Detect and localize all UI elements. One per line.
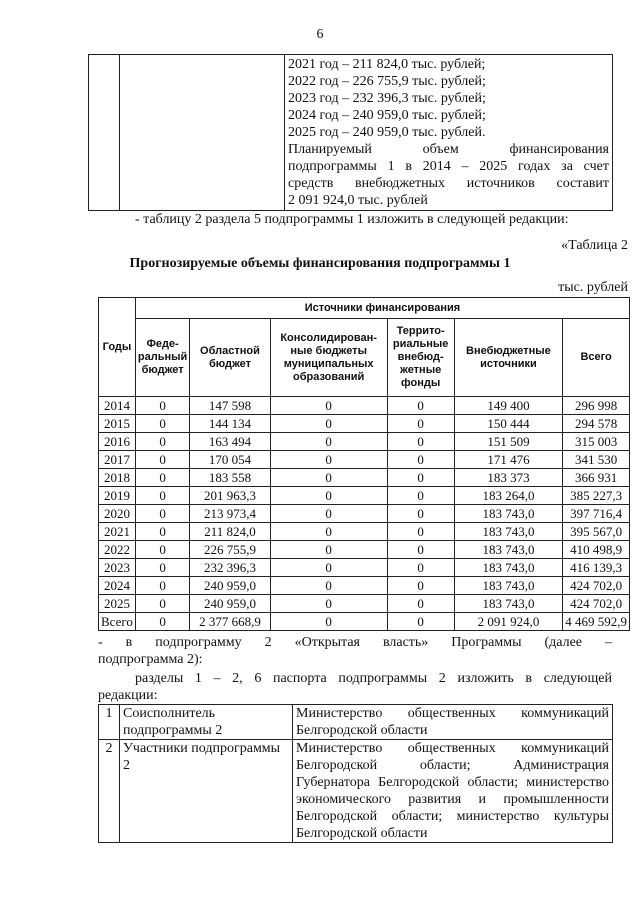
cell-territorial: 0 xyxy=(387,559,454,577)
cell-regional: 163 494 xyxy=(190,433,270,451)
instruction-text: - в подпрограмму 2 «Открытая власть» Программы (далее – xyxy=(98,635,612,650)
page-number: 6 xyxy=(316,27,324,42)
year-line: 2023 год – 232 396,3 тыс. рублей; xyxy=(288,91,486,106)
cell-federal: 0 xyxy=(135,505,189,523)
cell-municipal: 0 xyxy=(270,505,387,523)
cell-year: 2019 xyxy=(99,487,136,505)
cell-extrabudget: 2 091 924,0 xyxy=(454,613,563,631)
cell-total: 385 227,3 xyxy=(563,487,630,505)
cell-federal: 0 xyxy=(135,523,189,541)
cell-year: 2015 xyxy=(99,415,136,433)
cell-regional: 144 134 xyxy=(190,415,270,433)
table-row xyxy=(99,705,613,740)
funding-continuation-table xyxy=(88,54,613,211)
cell-territorial: 0 xyxy=(387,613,454,631)
row-number: 2 xyxy=(99,740,120,843)
cell-municipal: 0 xyxy=(270,595,387,613)
cell-year: 2016 xyxy=(99,433,136,451)
table-title: Прогнозируемые объемы финансирования подпрограммы 1 xyxy=(129,256,511,271)
units-label: тыс. рублей xyxy=(558,280,628,295)
instruction-text: редакции: xyxy=(98,688,158,703)
instruction-text: разделы 1 – 2, 6 паспорта подпрограммы 2 изложить в следующей xyxy=(135,671,612,686)
empty-cell xyxy=(89,55,120,211)
value-line: Белгородской области xyxy=(296,723,428,738)
cell-year: 2018 xyxy=(99,469,136,487)
row-label: Участники подпрограммы 2 xyxy=(120,740,293,843)
cell-regional: 170 054 xyxy=(190,451,270,469)
cell-extrabudget: 183 743,0 xyxy=(454,523,563,541)
cell-year: 2020 xyxy=(99,505,136,523)
cell-territorial: 0 xyxy=(387,595,454,613)
header-regional: Областной бюджет xyxy=(190,319,270,397)
cell-territorial: 0 xyxy=(387,397,454,415)
header-total: Всего xyxy=(563,319,630,397)
paragraph-line: подпрограммы 1 в 2014 – 2025 годах за счет xyxy=(288,159,609,174)
cell-extrabudget: 183 743,0 xyxy=(454,595,563,613)
table-row xyxy=(99,505,630,523)
cell-year: 2022 xyxy=(99,541,136,559)
cell-total: 315 003 xyxy=(563,433,630,451)
instruction-text: - таблицу 2 раздела 5 подпрограммы 1 изложить в следующей редакции: xyxy=(135,212,569,227)
table-row xyxy=(99,487,630,505)
cell-year: 2024 xyxy=(99,577,136,595)
cell-federal: 0 xyxy=(135,415,189,433)
cell-territorial: 0 xyxy=(387,433,454,451)
cell-territorial: 0 xyxy=(387,523,454,541)
cell-extrabudget: 183 743,0 xyxy=(454,541,563,559)
cell-territorial: 0 xyxy=(387,541,454,559)
cell-municipal: 0 xyxy=(270,433,387,451)
table-row xyxy=(99,433,630,451)
cell-extrabudget: 183 743,0 xyxy=(454,559,563,577)
cell-federal: 0 xyxy=(135,487,189,505)
table-row xyxy=(99,740,613,843)
cell-year: 2014 xyxy=(99,397,136,415)
cell-municipal: 0 xyxy=(270,523,387,541)
cell-regional: 183 558 xyxy=(190,469,270,487)
cell-territorial: 0 xyxy=(387,469,454,487)
cell-federal: 0 xyxy=(135,541,189,559)
header-territorial: Террито-риальные внебюд-жетные фонды xyxy=(387,319,454,397)
paragraph-line: 2 091 924,0 тыс. рублей xyxy=(288,193,428,208)
cell-year: 2021 xyxy=(99,523,136,541)
cell-territorial: 0 xyxy=(387,487,454,505)
table-row xyxy=(99,559,630,577)
cell-federal: 0 xyxy=(135,433,189,451)
cell-territorial: 0 xyxy=(387,415,454,433)
value-line: Белгородской области; министерство культуры xyxy=(296,809,609,824)
cell-federal: 0 xyxy=(135,613,189,631)
cell-year: Всего xyxy=(99,613,136,631)
cell-total: 341 530 xyxy=(563,451,630,469)
cell-regional: 147 598 xyxy=(190,397,270,415)
cell-regional: 240 959,0 xyxy=(190,577,270,595)
cell-federal: 0 xyxy=(135,469,189,487)
cell-municipal: 0 xyxy=(270,559,387,577)
cell-federal: 0 xyxy=(135,451,189,469)
funding-text-cell xyxy=(285,55,613,211)
table-row xyxy=(99,613,630,631)
cell-regional: 201 963,3 xyxy=(190,487,270,505)
cell-total: 424 702,0 xyxy=(563,577,630,595)
cell-extrabudget: 183 743,0 xyxy=(454,505,563,523)
cell-total: 294 578 xyxy=(563,415,630,433)
cell-extrabudget: 183 264,0 xyxy=(454,487,563,505)
empty-cell xyxy=(120,55,285,211)
row-value xyxy=(293,740,613,843)
cell-regional: 232 396,3 xyxy=(190,559,270,577)
passport-table xyxy=(98,704,613,843)
cell-total: 296 998 xyxy=(563,397,630,415)
header-federal: Феде-ральный бюджет xyxy=(135,319,189,397)
value-line: экономического развития и промышленности xyxy=(296,792,609,807)
cell-total: 410 498,9 xyxy=(563,541,630,559)
value-line: Министерство общественных коммуникаций xyxy=(296,706,609,721)
cell-extrabudget: 150 444 xyxy=(454,415,563,433)
year-line: 2024 год – 240 959,0 тыс. рублей; xyxy=(288,108,486,123)
cell-regional: 2 377 668,9 xyxy=(190,613,270,631)
value-line: Белгородской области; Администрация xyxy=(296,758,609,773)
cell-federal: 0 xyxy=(135,577,189,595)
table-row xyxy=(99,397,630,415)
cell-municipal: 0 xyxy=(270,541,387,559)
header-extrabudget: Внебюджетные источники xyxy=(454,319,563,397)
year-line: 2022 год – 226 755,9 тыс. рублей; xyxy=(288,74,486,89)
cell-municipal: 0 xyxy=(270,415,387,433)
financing-table xyxy=(98,297,630,631)
cell-territorial: 0 xyxy=(387,577,454,595)
cell-territorial: 0 xyxy=(387,451,454,469)
table-row xyxy=(99,469,630,487)
table-row xyxy=(99,541,630,559)
cell-total: 4 469 592,9 xyxy=(563,613,630,631)
cell-extrabudget: 183 373 xyxy=(454,469,563,487)
cell-municipal: 0 xyxy=(270,397,387,415)
cell-year: 2017 xyxy=(99,451,136,469)
row-value xyxy=(293,705,613,740)
cell-federal: 0 xyxy=(135,559,189,577)
cell-total: 366 931 xyxy=(563,469,630,487)
cell-regional: 240 959,0 xyxy=(190,595,270,613)
cell-total: 395 567,0 xyxy=(563,523,630,541)
cell-municipal: 0 xyxy=(270,469,387,487)
value-line: Губернатора Белгородской области; министерство xyxy=(296,775,609,790)
cell-regional: 213 973,4 xyxy=(190,505,270,523)
value-line: Белгородской области xyxy=(296,826,428,841)
paragraph-line: Планируемый объем финансирования xyxy=(288,142,609,157)
cell-territorial: 0 xyxy=(387,505,454,523)
cell-total: 397 716,4 xyxy=(563,505,630,523)
table-row xyxy=(99,523,630,541)
cell-extrabudget: 171 476 xyxy=(454,451,563,469)
cell-extrabudget: 151 509 xyxy=(454,433,563,451)
table-row xyxy=(99,595,630,613)
table-label: «Таблица 2 xyxy=(561,238,628,253)
cell-regional: 226 755,9 xyxy=(190,541,270,559)
header-years: Годы xyxy=(99,298,136,397)
cell-municipal: 0 xyxy=(270,577,387,595)
cell-year: 2023 xyxy=(99,559,136,577)
paragraph-line: средств внебюджетных источников составит xyxy=(288,176,609,191)
header-municipal: Консолидирован-ные бюджеты муниципальных образований xyxy=(270,319,387,397)
cell-extrabudget: 149 400 xyxy=(454,397,563,415)
row-label: Соисполнитель подпрограммы 2 xyxy=(120,705,293,740)
row-number: 1 xyxy=(99,705,120,740)
cell-extrabudget: 183 743,0 xyxy=(454,577,563,595)
cell-total: 424 702,0 xyxy=(563,595,630,613)
cell-municipal: 0 xyxy=(270,451,387,469)
cell-municipal: 0 xyxy=(270,613,387,631)
cell-year: 2025 xyxy=(99,595,136,613)
cell-municipal: 0 xyxy=(270,487,387,505)
cell-federal: 0 xyxy=(135,397,189,415)
instruction-text: подпрограмма 2): xyxy=(98,652,203,667)
year-line: 2021 год – 211 824,0 тыс. рублей; xyxy=(288,57,486,72)
value-line: Министерство общественных коммуникаций xyxy=(296,741,609,756)
cell-total: 416 139,3 xyxy=(563,559,630,577)
year-line: 2025 год – 240 959,0 тыс. рублей. xyxy=(288,125,486,140)
table-row xyxy=(99,577,630,595)
cell-federal: 0 xyxy=(135,595,189,613)
table-row xyxy=(99,451,630,469)
header-sources: Источники финансирования xyxy=(135,298,629,319)
cell-regional: 211 824,0 xyxy=(190,523,270,541)
table-row xyxy=(99,415,630,433)
